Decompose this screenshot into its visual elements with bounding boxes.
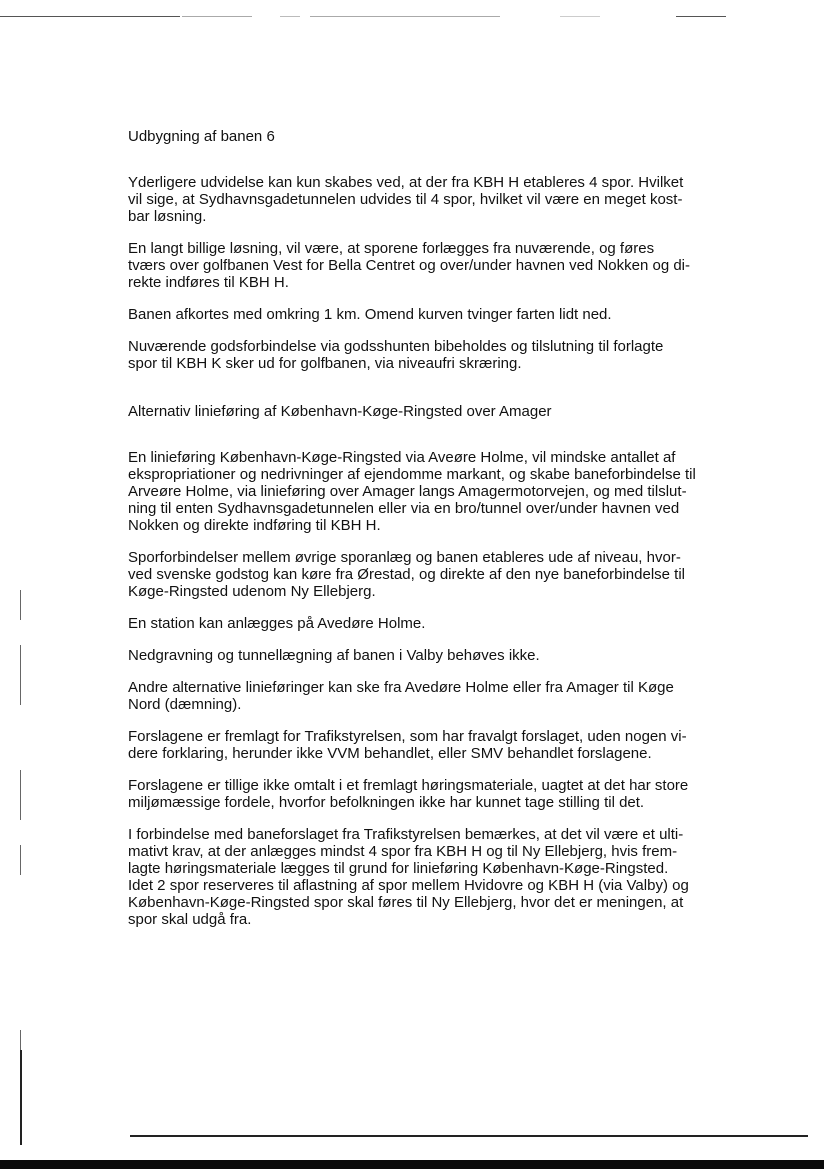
- scan-left-edge-marks: [0, 590, 30, 1150]
- scan-bottom-edge: [0, 1160, 824, 1169]
- paragraph: Nedgravning og tunnellægning af banen i Valby behøves ikke.: [128, 647, 540, 664]
- paragraph: Forslagene er fremlagt for Trafikstyrelsen, som har fravalgt forslaget, uden nogen vi- dere forklaring, herunder ikke VVM behandlet, eller SMV behandlet forslagene.: [128, 728, 687, 762]
- section-heading: Udbygning af banen 6: [128, 128, 275, 145]
- section-heading: Alternativ linieføring af København-Køge-Ringsted over Amager: [128, 403, 552, 420]
- paragraph: Yderligere udvidelse kan kun skabes ved, at der fra KBH H etableres 4 spor. Hvilket vil sige, at Sydhavnsgadetunnelen udvides til 4 spor, hvilket vil være en meget kost- bar løsning.: [128, 174, 684, 225]
- paragraph: En langt billige løsning, vil være, at sporene forlægges fra nuværende, og føres tværs over golfbanen Vest for Bella Centret og over/under havnen ved Nokken og di- rekte indføres til KBH H.: [128, 240, 690, 291]
- footer-rule: [130, 1135, 808, 1137]
- scan-left-edge-bar: [20, 1050, 22, 1145]
- paragraph: I forbindelse med baneforslaget fra Trafikstyrelsen bemærkes, at det vil være et ulti- mativt krav, at der anlægges mindst 4 spor fra KBH H og til Ny Ellebjerg, hvis frem- lagte høringsmateriale lægges til grund for linieføring København-Køge-Ringsted. Idet 2 spor reserveres til aflastning af spor mellem Hvidovre og KBH H (via Valby) og København-Køge-Ringsted spor skal føres til Ny Ellebjerg, hvor det er meningen, at spor skal udgå fra.: [128, 826, 689, 928]
- document-body: [128, 128, 718, 928]
- paragraph: Banen afkortes med omkring 1 km. Omend kurven tvinger farten lidt ned.: [128, 306, 612, 323]
- paragraph: En station kan anlægges på Avedøre Holme.: [128, 615, 426, 632]
- paragraph: Sporforbindelser mellem øvrige sporanlæg og banen etableres ude af niveau, hvor- ved svenske godstog kan køre fra Ørestad, og direkte af den nye baneforbindelse til Køge-Ringsted udenom Ny Ellebjerg.: [128, 549, 685, 600]
- paragraph: Nuværende godsforbindelse via godsshunten bibeholdes og tilslutning til forlagte spor til KBH K sker ud for golfbanen, via niveaufri skræring.: [128, 338, 664, 372]
- scan-top-edge: [0, 16, 824, 18]
- paragraph: Forslagene er tillige ikke omtalt i et fremlagt høringsmateriale, uagtet at det har store miljømæssige fordele, hvorfor befolkningen ikke har kunnet tage stilling til det.: [128, 777, 689, 811]
- paragraph: En linieføring København-Køge-Ringsted via Aveøre Holme, vil mindske antallet af ekspropriationer og nedrivninger af ejendomme markant, og skabe baneforbindelse til Arveøre Holme, via linieføring over Amager langs Amagermotorvejen, og med tilslut- ning til enten Sydhavnsgadetunnelen eller via en bro/tunnel over/under havnen ved Nokken og direkte indføring til KBH H.: [128, 449, 696, 534]
- paragraph: Andre alternative linieføringer kan ske fra Avedøre Holme eller fra Amager til Køge Nord (dæmning).: [128, 679, 674, 713]
